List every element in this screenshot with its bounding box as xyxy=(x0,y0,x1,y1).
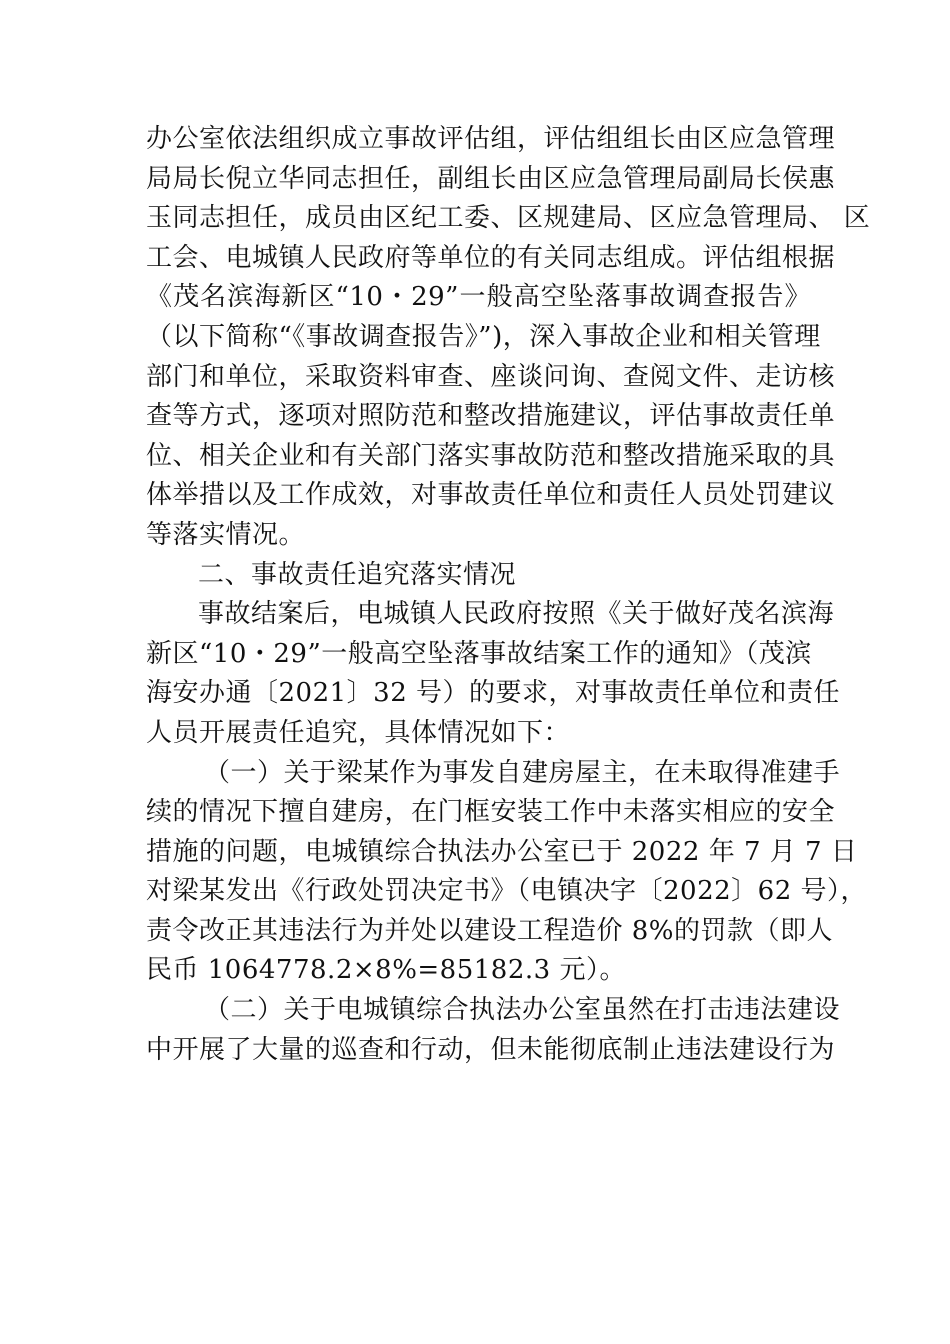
body-line-22: 民币 1064778.2×8%=85182.3 元）。 xyxy=(146,955,626,986)
body-line-9: 位、相关企业和有关部门落实事故防范和整改措施采取的具 xyxy=(146,440,836,471)
body-line-13: 事故结案后，电城镇人民政府按照《关于做好茂名滨海 xyxy=(198,599,835,630)
body-line-6: （以下简称“《事故调查报告》”)，深入事故企业和相关管理 xyxy=(146,321,821,352)
body-line-4: 工会、电城镇人民政府等单位的有关同志组成。评估组根据 xyxy=(146,242,836,273)
body-line-10: 体举措以及工作成效，对事故责任单位和责任人员处罚建议 xyxy=(146,480,836,511)
body-line-15: 海安办通〔2021〕32 号）的要求，对事故责任单位和责任 xyxy=(146,678,841,709)
body-line-20: 对梁某发出《行政处罚决定书》（电镇决字〔2022〕62 号）， xyxy=(146,876,868,907)
body-line-5: 《茂名滨海新区“10・29”一般高空坠落事故调查报告》 xyxy=(146,282,811,313)
body-line-11: 等落实情况。 xyxy=(146,519,306,550)
body-line-19: 措施的问题，电城镇综合执法办公室已于 2022 年 7 月 7 日 xyxy=(146,836,858,867)
body-line-2: 局局长倪立华同志担任，副组长由区应急管理局副局长侯惠 xyxy=(146,163,836,194)
body-line-8: 查等方式，逐项对照防范和整改措施建议，评估事故责任单 xyxy=(146,401,836,432)
body-line-14: 新区“10・29”一般高空坠落事故结案工作的通知》（茂滨 xyxy=(146,638,812,669)
body-line-17: （一）关于梁某作为事发自建房屋主，在未取得准建手 xyxy=(204,757,841,788)
body-line-7: 部门和单位，采取资料审查、座谈问询、查阅文件、走访核 xyxy=(146,361,836,392)
document-body xyxy=(146,120,871,1070)
body-line-23: （二）关于电城镇综合执法办公室虽然在打击违法建设 xyxy=(204,995,841,1026)
body-line-3: 玉同志担任，成员由区纪工委、区规建局、区应急管理局、 区 xyxy=(146,203,871,234)
section-heading: 二、事故责任追究落实情况 xyxy=(198,559,517,590)
body-line-24: 中开展了大量的巡查和行动，但未能彻底制止违法建设行为 xyxy=(146,1034,836,1065)
body-line-21: 责令改正其违法行为并处以建设工程造价 8%的罚款（即人 xyxy=(146,915,834,946)
body-line-1: 办公室依法组织成立事故评估组，评估组组长由区应急管理 xyxy=(146,124,836,154)
body-line-18: 续的情况下擅自建房，在门框安装工作中未落实相应的安全 xyxy=(146,797,836,828)
body-line-16: 人员开展责任追究，具体情况如下： xyxy=(146,717,571,748)
